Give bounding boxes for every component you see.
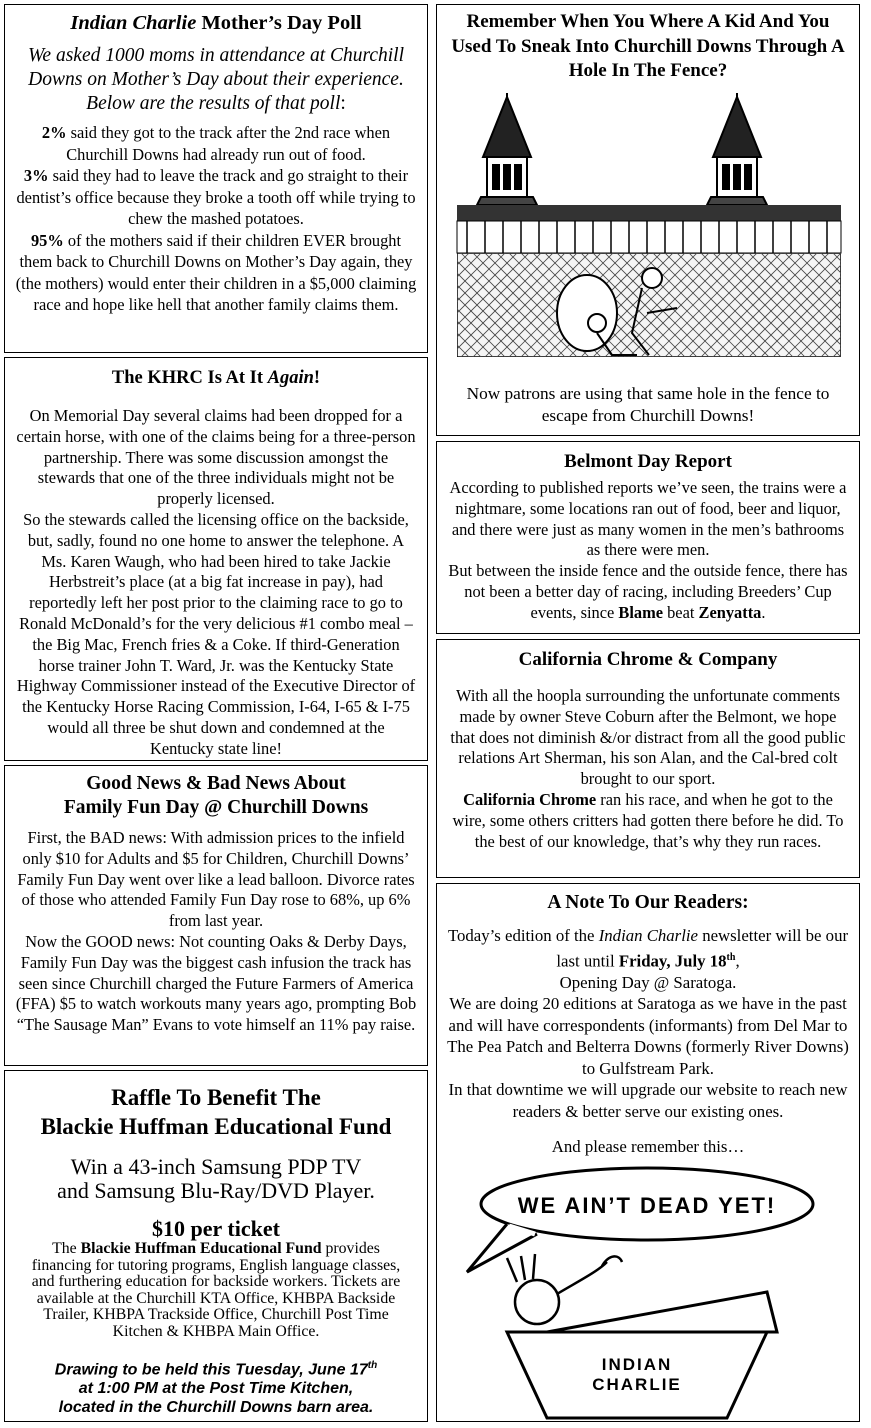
churchill-fence-cartoon <box>437 93 861 371</box>
khrc-paragraph: On Memorial Day several claims had been dropped for a certain horse, with one of the claims being for a three-person partnership. There was some discussion amongst the stewards that one of the three individuals might not be properly licensed. <box>16 406 416 509</box>
belmont-body <box>447 478 849 624</box>
note-paragraph: Today’s edition of the Indian Charlie newsletter will be our last until Friday, July 18th, <box>447 926 849 971</box>
poll-result-item: 95% of the mothers said if their children EVER brought them back to Churchill Downs on Mother’s Day again, they (the mothers) would enter their children in a $5,000 claiming race and hope like hell that another family claims them. <box>15 230 417 314</box>
note-paragraph: Opening Day @ Saratoga. <box>559 972 737 992</box>
fence-title: Remember When You Where A Kid And You Used To Sneak Into Churchill Downs Through A Hole In The Fence? <box>451 11 845 81</box>
coffin-label-line1: INDIAN <box>601 1355 673 1374</box>
raffle-prize: Win a 43-inch Samsung PDP TV and Samsung Blu-Ray/DVD Player. <box>57 1154 375 1203</box>
belmont-box <box>436 441 860 634</box>
indian-character-illustration <box>507 1254 622 1324</box>
khrc-paragraph: So the stewards called the licensing office on the backside, but, sadly, found no one home to answer the telephone. A Ms. Karen Waugh, who had been hired to take Jackie Herbstreit’s place (at a big fat increase in pay), had reportedly left her post prior to the claiming race to go to Ronald McDonald’s for the very delicious #1 combo meal – the Big Mac, French fries & a Coke. If third-Generation horse trainer John T. Ward, Jr. was the Kentucky State Highway Commissioner instead of the Executive Director of the Kentucky Horse Racing Commission, I-64, I-65 & I-75 would all three be shut down and condemned at the Kentucky state line! <box>16 509 416 758</box>
poll-intro: We asked 1000 moms in attendance at Churchill Downs on Mother’s Day about their experience. Below are the results of that poll: <box>27 45 405 114</box>
fence-caption: Now patrons are using that same hole in the fence to escape from Churchill Downs! <box>466 384 830 425</box>
khrc-title: The KHRC Is At It Again! <box>111 368 321 388</box>
khrc-box <box>4 357 428 761</box>
indian-charlie-cartoon <box>437 1162 861 1422</box>
speech-bubble-text: WE AIN’T DEAD YET! <box>517 1193 777 1218</box>
funday-paragraph: First, the BAD news: With admission prices to the infield only $10 for Adults and $5 for Children, Churchill Downs’ Family Fun Day went over like a lead balloon. Divorce rates of those who attended Family Fun Day rose to 68%, up 6% from last year. <box>17 828 415 931</box>
note-body <box>447 925 849 1158</box>
poll-results <box>15 122 417 316</box>
fence-cartoon-box <box>436 4 860 436</box>
twin-spires-illustration <box>477 93 767 205</box>
note-paragraph: We are doing 20 editions at Saratoga as we have in the past and will have correspondents (informants) from Del Mar to The Pea Patch and Belterra Downs (formerly River Downs) to Gulfstream Park. <box>447 994 849 1078</box>
speech-bubble <box>467 1168 813 1272</box>
raffle-description: The Blackie Huffman Educational Fund provides financing for tutoring programs, English language classes, and furthering education for backside workers. Tickets are available at the Churchill KTA Office, KHBPA Backside Trailer, KHBPA Trackside Office, Churchill Post Time Kitchen & KHBPA Main Office. <box>31 1240 401 1340</box>
mothers-day-poll-box <box>4 4 428 353</box>
belmont-paragraph: According to published reports we’ve seen, the trains were a nightmare, some locations ran out of food, beer and liquor, and there were just as many women in the men’s bathrooms as there were men. <box>449 478 847 560</box>
chrome-body <box>447 686 849 852</box>
funday-body <box>15 828 417 1036</box>
raffle-box <box>4 1070 428 1422</box>
poll-result-item: 2% said they got to the track after the 2nd race when Churchill Downs had already run out of food. <box>41 123 391 164</box>
california-chrome-box <box>436 639 860 878</box>
raffle-price: $10 per ticket <box>152 1216 280 1241</box>
belmont-title: Belmont Day Report <box>564 451 732 472</box>
family-fun-day-box <box>4 765 428 1066</box>
note-paragraph: And please remember this… <box>551 1137 745 1157</box>
note-paragraph: In that downtime we will upgrade our website to reach new readers & better serve our existing ones. <box>448 1080 848 1121</box>
raffle-drawing-info: Drawing to be held this Tuesday, June 17th at 1:00 PM at the Post Time Kitchen, located in the Churchill Downs barn area. <box>54 1360 378 1417</box>
khrc-body <box>15 406 417 760</box>
grandstand-illustration <box>457 205 841 253</box>
belmont-paragraph: But between the inside fence and the outside fence, there has not been a better day of racing, including Breeders’ Cup events, since Blame beat Zenyatta. <box>448 561 848 622</box>
chrome-title: California Chrome & Company <box>518 649 778 670</box>
chrome-paragraph: With all the hoopla surrounding the unfortunate comments made by owner Steve Coburn after the Belmont, we hope that does not diminish &/or distract from all the good public relations Art Sherman, his son Alan, and the Cal-bred colt brought to our sport. <box>450 686 846 789</box>
chrome-paragraph: California Chrome ran his race, and when he got to the wire, some others critters had gotten there before he did. To the best of our knowledge, that’s why they run races. <box>452 789 844 851</box>
coffin-label-line2: CHARLIE <box>592 1375 682 1394</box>
poll-result-item: 3% said they had to leave the track and go straight to their dentist’s office because they broke a tooth off while trying to chew the mashed potatoes. <box>16 166 416 228</box>
note-to-readers-box <box>436 883 860 1422</box>
funday-title: Good News & Bad News About Family Fun Day @ Churchill Downs <box>63 773 369 818</box>
raffle-title: Raffle To Benefit The Blackie Huffman Educational Fund <box>40 1085 392 1139</box>
note-title: A Note To Our Readers: <box>547 892 749 913</box>
poll-title: Indian Charlie Mother’s Day Poll <box>70 12 362 34</box>
funday-paragraph: Now the GOOD news: Not counting Oaks & Derby Days, Family Fun Day was the biggest cash infusion the track has seen since Churchill charged the Future Farmers of America (FFA) $5 to watch workouts many years ago, prompting Bob “The Sausage Man” Evans to vote himself an 11% pay raise. <box>15 931 417 1035</box>
